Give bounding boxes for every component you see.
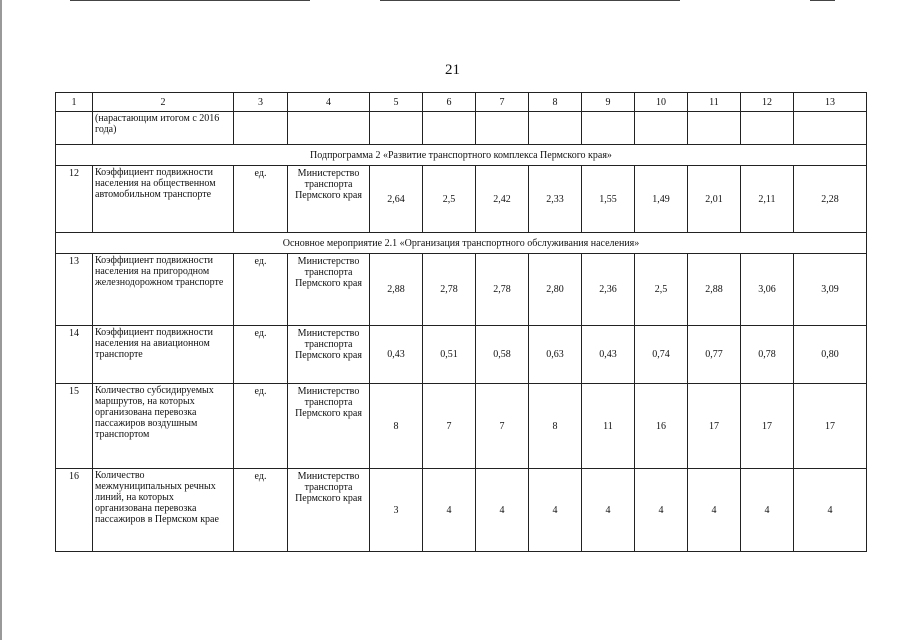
value-cell: 2,28 — [794, 166, 867, 233]
value-cell: 0,43 — [370, 326, 423, 384]
scan-top-line — [380, 0, 680, 1]
indicator-name: Количество субсидируемых маршрутов, на которых организована перевозка пассажиров воздушным транспортом — [93, 384, 234, 469]
unit: ед. — [234, 254, 288, 326]
value-cell: 11 — [582, 384, 635, 469]
table-row — [56, 112, 867, 145]
value-cell: 2,5 — [423, 166, 476, 233]
table-row — [56, 469, 867, 552]
col-header: 8 — [529, 93, 582, 112]
value-cell: 0,78 — [741, 326, 794, 384]
value-cell: 4 — [423, 469, 476, 552]
value-cell: 17 — [794, 384, 867, 469]
col-header: 6 — [423, 93, 476, 112]
indicator-name: (нарастающим итогом с 2016 года) — [93, 112, 234, 145]
col-header: 5 — [370, 93, 423, 112]
value-cell: 4 — [529, 469, 582, 552]
unit: ед. — [234, 166, 288, 233]
col-header: 13 — [794, 93, 867, 112]
table-row — [56, 326, 867, 384]
value-cell: 1,55 — [582, 166, 635, 233]
value-cell: 8 — [529, 384, 582, 469]
page-number: 21 — [445, 62, 460, 78]
value-cell: 4 — [476, 469, 529, 552]
col-header: 3 — [234, 93, 288, 112]
value-cell: 4 — [741, 469, 794, 552]
value-cell: 0,77 — [688, 326, 741, 384]
scan-top-line — [810, 0, 835, 1]
value-cell: 0,43 — [582, 326, 635, 384]
value-cell: 7 — [476, 384, 529, 469]
section-title: Подпрограмма 2 «Развитие транспортного комплекса Пермского края» — [56, 145, 867, 166]
col-header: 1 — [56, 93, 93, 112]
table-row — [56, 166, 867, 233]
row-number: 14 — [56, 326, 93, 384]
unit: ед. — [234, 384, 288, 469]
value-cell: 2,78 — [423, 254, 476, 326]
value-cell: 2,78 — [476, 254, 529, 326]
col-header: 7 — [476, 93, 529, 112]
value-cell: 2,64 — [370, 166, 423, 233]
value-cell: 4 — [688, 469, 741, 552]
value-cell: 2,88 — [688, 254, 741, 326]
header-row — [56, 93, 867, 112]
executor: Министерство транспорта Пермского края — [288, 254, 370, 326]
value-cell: 2,42 — [476, 166, 529, 233]
row-number: 13 — [56, 254, 93, 326]
executor: Министерство транспорта Пермского края — [288, 469, 370, 552]
value-cell: 1,49 — [635, 166, 688, 233]
col-header: 11 — [688, 93, 741, 112]
value-cell: 2,36 — [582, 254, 635, 326]
value-cell: 3,09 — [794, 254, 867, 326]
value-cell: 3,06 — [741, 254, 794, 326]
value-cell: 2,88 — [370, 254, 423, 326]
scan-edge — [0, 0, 2, 640]
row-number: 12 — [56, 166, 93, 233]
row-number: 15 — [56, 384, 93, 469]
executor: Министерство транспорта Пермского края — [288, 166, 370, 233]
section-title: Основное мероприятие 2.1 «Организация транспортного обслуживания населения» — [56, 233, 867, 254]
value-cell: 16 — [635, 384, 688, 469]
indicator-name: Количество межмуниципальных речных линий, на которых организована перевозка пассажиров в Пермском крае — [93, 469, 234, 552]
value-cell: 7 — [423, 384, 476, 469]
value-cell: 4 — [794, 469, 867, 552]
col-header: 12 — [741, 93, 794, 112]
executor: Министерство транспорта Пермского края — [288, 326, 370, 384]
value-cell: 4 — [635, 469, 688, 552]
value-cell: 0,58 — [476, 326, 529, 384]
unit: ед. — [234, 469, 288, 552]
value-cell: 3 — [370, 469, 423, 552]
col-header: 2 — [93, 93, 234, 112]
table-row — [56, 254, 867, 326]
value-cell: 0,63 — [529, 326, 582, 384]
scan-top-line — [70, 0, 310, 1]
table-row — [56, 384, 867, 469]
value-cell: 2,01 — [688, 166, 741, 233]
value-cell: 2,5 — [635, 254, 688, 326]
row-number: 16 — [56, 469, 93, 552]
value-cell: 17 — [688, 384, 741, 469]
value-cell: 0,80 — [794, 326, 867, 384]
value-cell: 2,11 — [741, 166, 794, 233]
value-cell: 8 — [370, 384, 423, 469]
col-header: 4 — [288, 93, 370, 112]
indicator-name: Коэффициент подвижности населения на авиационном транспорте — [93, 326, 234, 384]
unit: ед. — [234, 326, 288, 384]
executor: Министерство транспорта Пермского края — [288, 384, 370, 469]
col-header: 9 — [582, 93, 635, 112]
indicator-name: Коэффициент подвижности населения на пригородном железнодорожном транспорте — [93, 254, 234, 326]
indicator-table — [55, 92, 867, 552]
value-cell: 2,33 — [529, 166, 582, 233]
value-cell: 0,51 — [423, 326, 476, 384]
indicator-name: Коэффициент подвижности населения на общественном автомобильном транспорте — [93, 166, 234, 233]
col-header: 10 — [635, 93, 688, 112]
value-cell: 0,74 — [635, 326, 688, 384]
value-cell: 2,80 — [529, 254, 582, 326]
value-cell: 17 — [741, 384, 794, 469]
section-row — [56, 145, 867, 166]
value-cell: 4 — [582, 469, 635, 552]
section-row — [56, 233, 867, 254]
